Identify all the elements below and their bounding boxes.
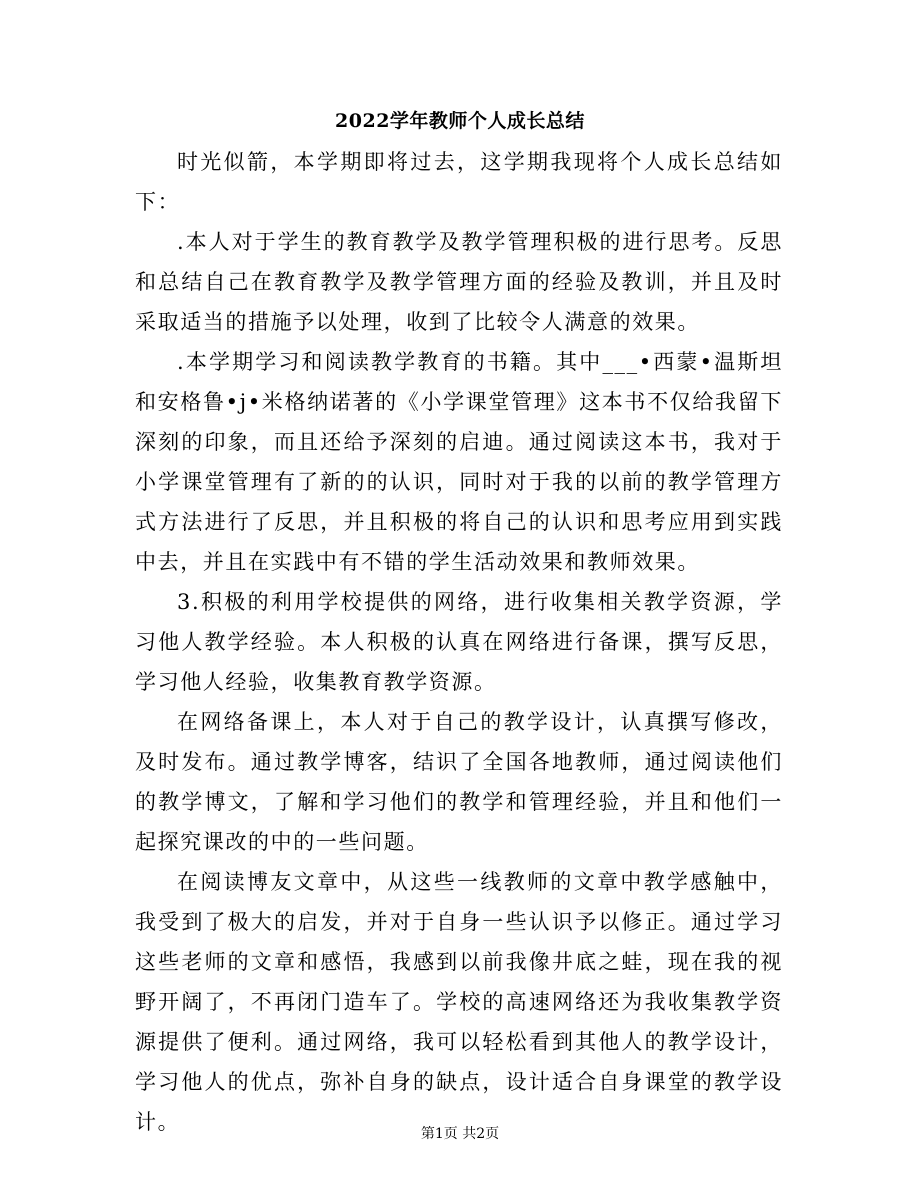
paragraph: 在网络备课上，本人对于自己的教学设计，认真撰写修改，及时发布。通过教学博客，结识了全国各地教师，通过阅读他们的教学博文，了解和学习他们的教学和管理经验，并且和他们一起探究课改的中的一些问题。 xyxy=(135,710,783,854)
paragraph: 时光似箭，本学期即将过去，这学期我现将个人成长总结如下： xyxy=(135,150,783,214)
page-number: 第1页 共2页 xyxy=(420,1126,500,1142)
paragraph: 在阅读博友文章中，从这些一线教师的文章中教学感触中，我受到了极大的启发，并对于自身一些认识予以修正。通过学习这些老师的文章和感悟，我感到以前我像井底之蛙，现在我的视野开阔了，不再闭门造车了。学校的高速网络还为我收集教学资源提供了便利。通过网络，我可以轻松看到其他人的教学设计，学习他人的优点，弥补自身的缺点，设计适合自身课堂的教学设计。 xyxy=(135,870,783,1134)
document-body xyxy=(135,142,783,1142)
paragraph: .本人对于学生的教育教学及教学管理积极的进行思考。反思和总结自己在教育教学及教学管理方面的经验及教训，并且及时采取适当的措施予以处理，收到了比较令人满意的效果。 xyxy=(135,230,783,334)
paragraph: .本学期学习和阅读教学教育的书籍。其中___•西蒙•温斯坦和安格鲁•j•米格纳诺著的《小学课堂管理》这本书不仅给我留下深刻的印象，而且还给予深刻的启迪。通过阅读这本书，我对于小学课堂管理有了新的的认识，同时对于我的以前的教学管理方式方法进行了反思，并且积极的将自己的认识和思考应用到实践中去，并且在实践中有不错的学生活动效果和教师效果。 xyxy=(135,350,783,574)
paragraph: 3.积极的利用学校提供的网络，进行收集相关教学资源，学习他人教学经验。本人积极的认真在网络进行备课，撰写反思，学习他人经验，收集教育教学资源。 xyxy=(135,590,783,694)
document-title: 2022学年教师个人成长总结 xyxy=(335,110,585,132)
